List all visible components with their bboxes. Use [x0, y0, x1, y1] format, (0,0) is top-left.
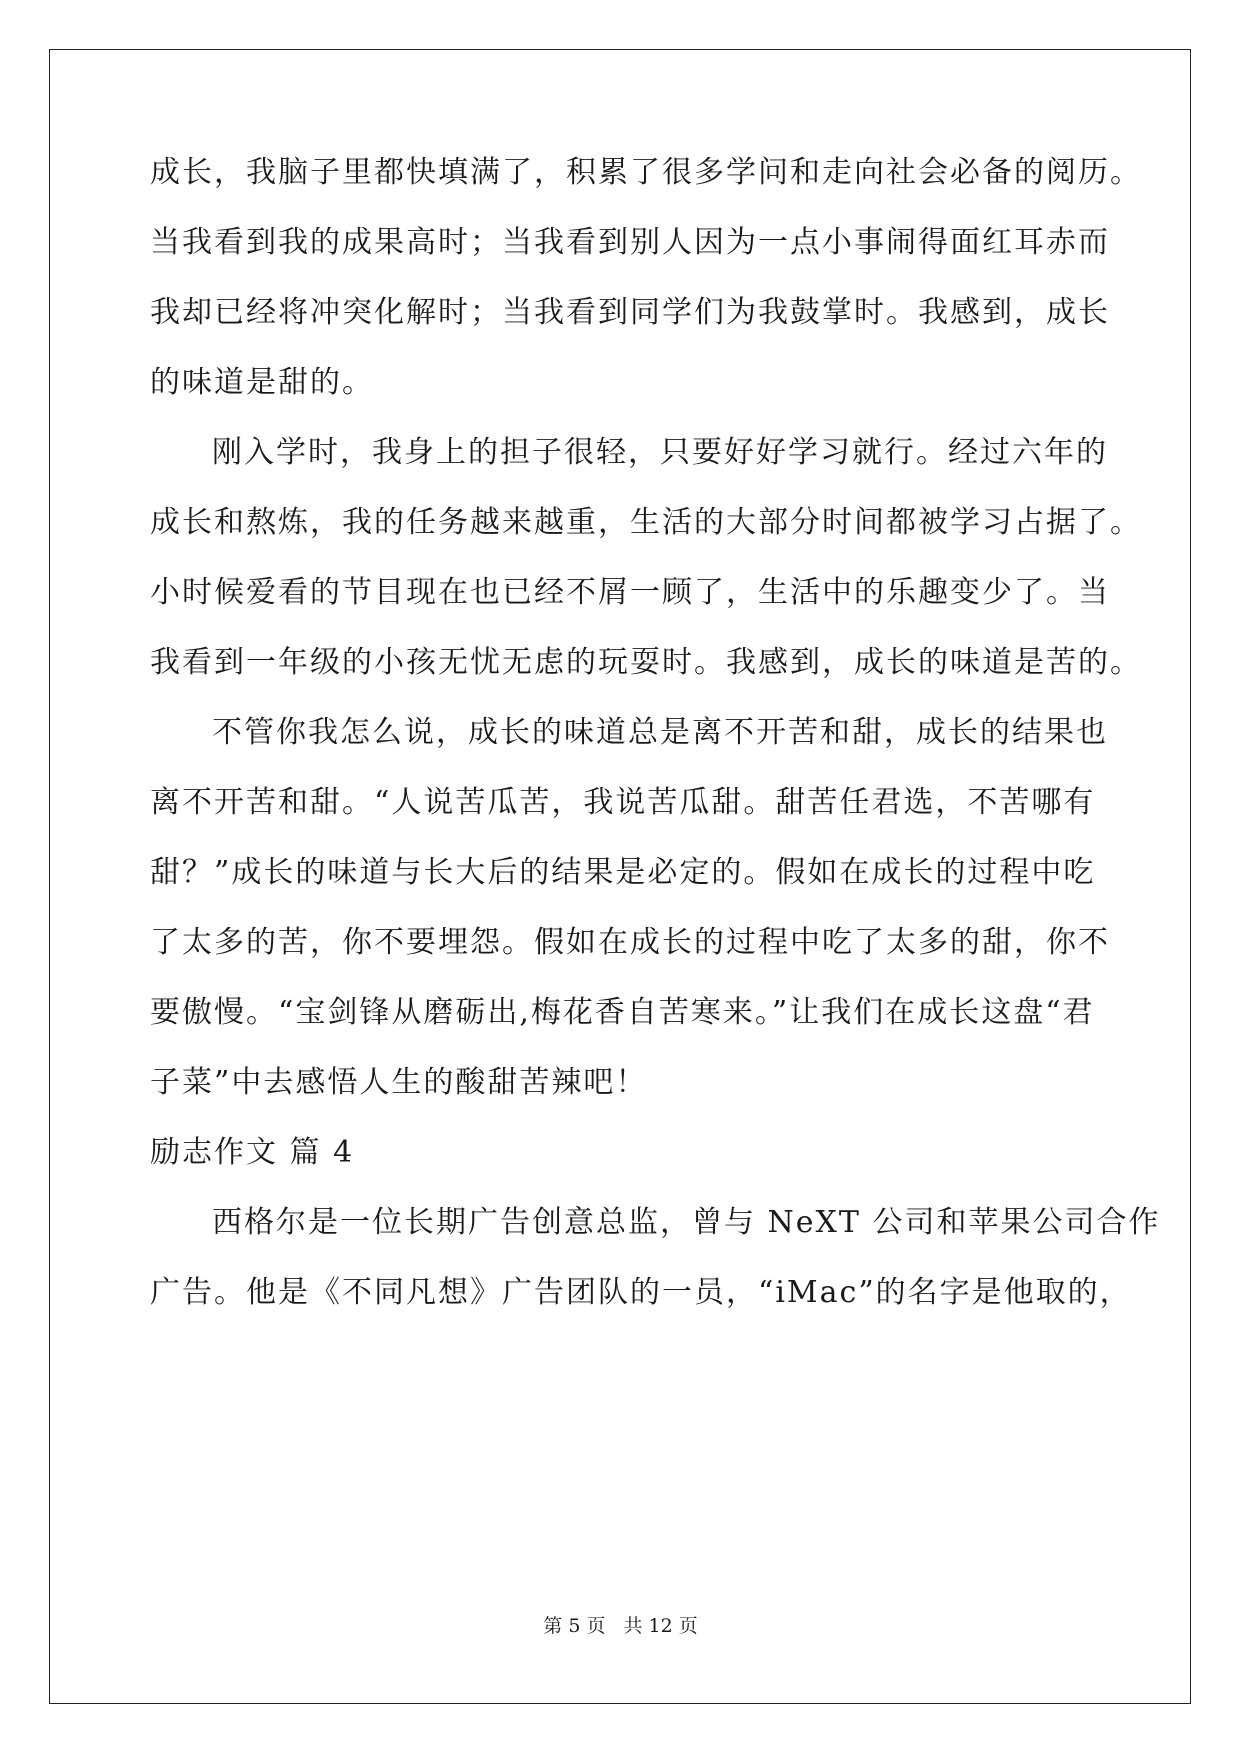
body-line-12: 了太多的苦，你不要埋怨。假如在成长的过程中吃了太多的甜，你不 [150, 925, 1110, 960]
body-line-11: 甜？”成长的味道与长大后的结果是必定的。假如在成长的过程中吃 [150, 855, 1096, 890]
body-line-17: 广告。他是《不同凡想》广告团队的一员，“iMac”的名字是他取的， [150, 1275, 1132, 1310]
body-line-7: 小时候爱看的节目现在也已经不屑一顾了，生活中的乐趣变少了。当 [150, 575, 1110, 610]
body-line-13: 要傲慢。“宝剑锋从磨砺出,梅花香自苦寒来。”让我们在成长这盘“君 [150, 995, 1095, 1030]
body-line-9: 不管你我怎么说，成长的味道总是离不开苦和甜，成长的结果也 [212, 715, 1108, 750]
body-line-1: 成长，我脑子里都快填满了，积累了很多学问和走向社会必备的阅历。 [150, 155, 1142, 190]
body-line-8: 我看到一年级的小孩无忧无虑的玩耍时。我感到，成长的味道是苦的。 [150, 645, 1142, 680]
body-line-2: 当我看到我的成果高时；当我看到别人因为一点小事闹得面红耳赤而 [150, 225, 1110, 260]
page-footer [0, 1614, 1241, 1638]
body-line-6: 成长和熬炼，我的任务越来越重，生活的大部分时间都被学习占据了。 [150, 505, 1142, 540]
page-number-current: 第 5 页 [543, 1615, 606, 1637]
body-line-16: 西格尔是一位长期广告创意总监，曾与 NeXT 公司和苹果公司合作 [212, 1205, 1161, 1240]
body-line-4: 的味道是甜的。 [150, 365, 374, 400]
body-line-10: 离不开苦和甜。“人说苦瓜苦，我说苦瓜甜。甜苦任君选，不苦哪有 [150, 785, 1096, 820]
body-line-5: 刚入学时，我身上的担子很轻，只要好好学习就行。经过六年的 [212, 435, 1108, 470]
section-heading: 励志作文 篇 4 [150, 1135, 355, 1170]
body-line-14: 子菜”中去感悟人生的酸甜苦辣吧！ [150, 1065, 648, 1100]
body-line-3: 我却已经将冲突化解时；当我看到同学们为我鼓掌时。我感到，成长 [150, 295, 1110, 330]
page-number-total: 共 12 页 [623, 1615, 698, 1637]
